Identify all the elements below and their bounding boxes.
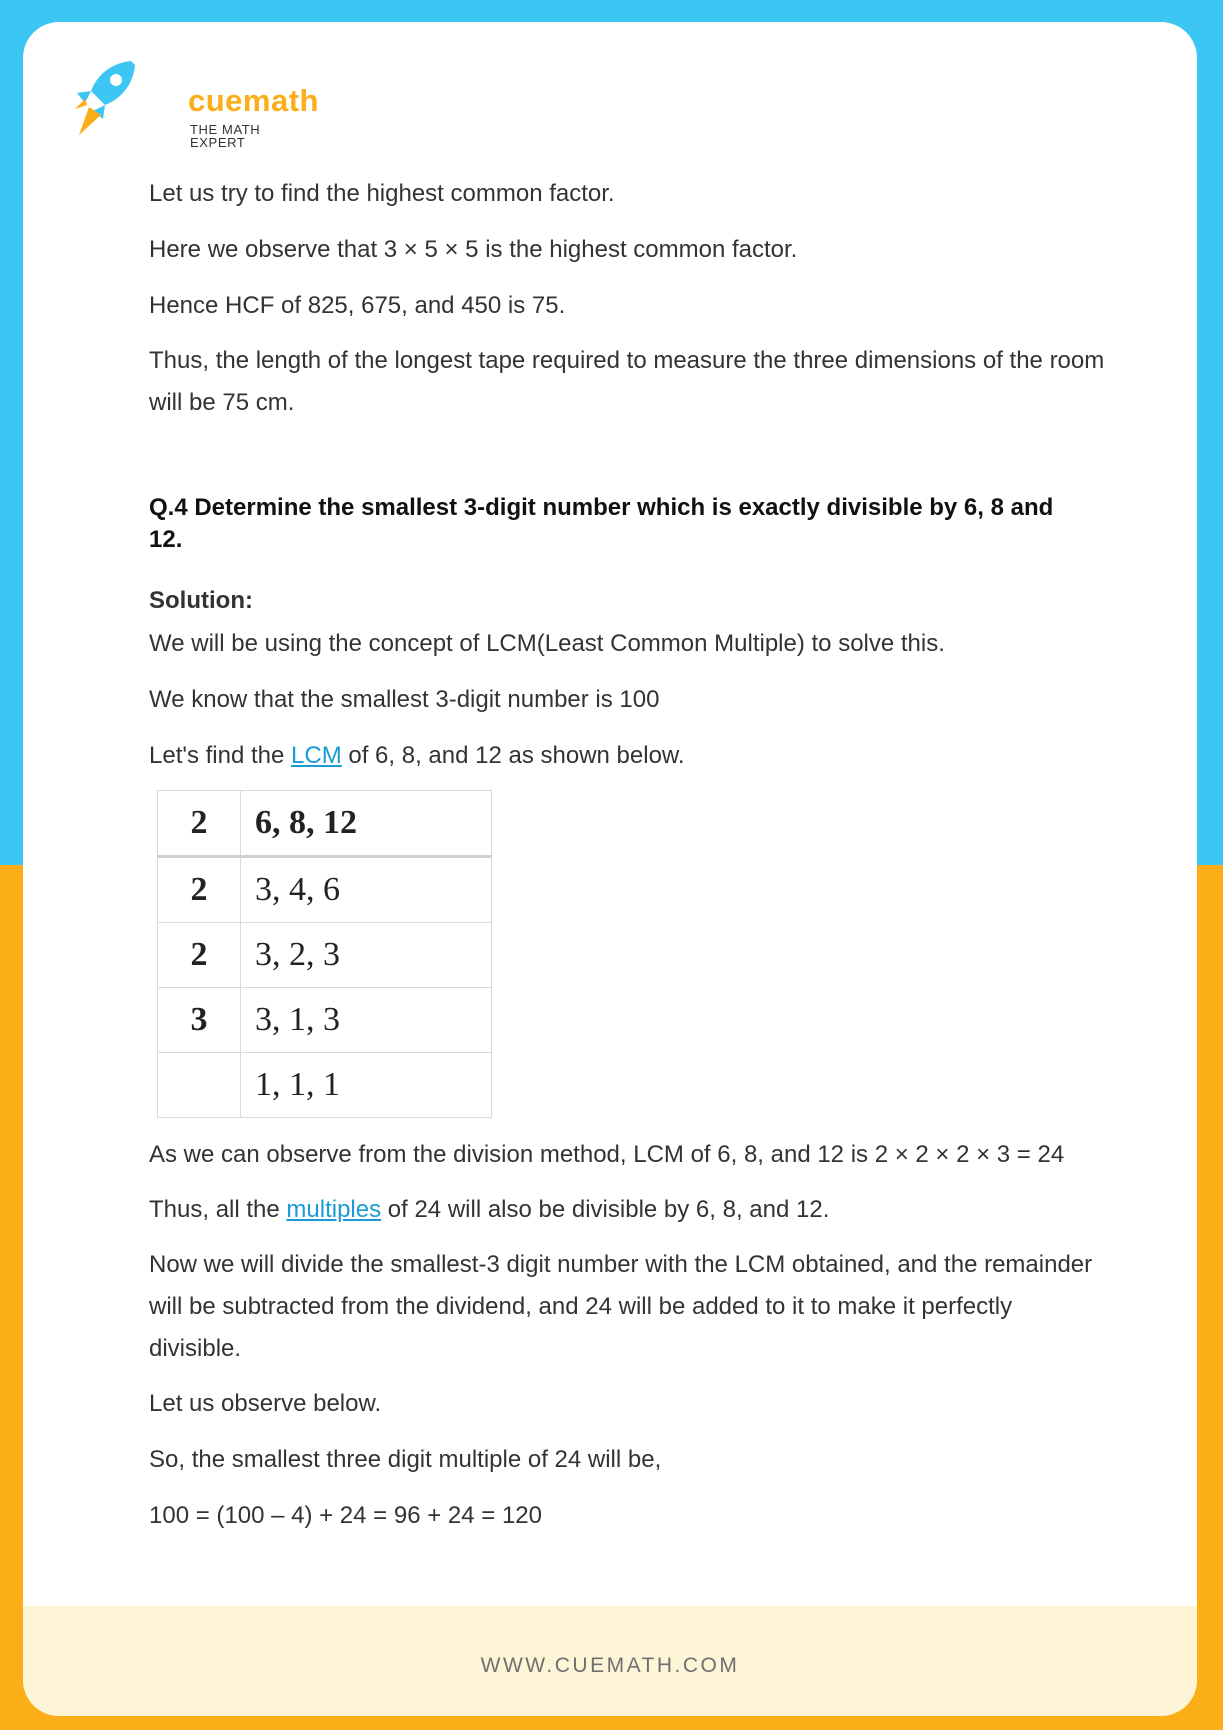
observe-line: As we can observe from the division method, LCM of 6, 8, and 12 is 2 × 2 × 2 × 3 = 24 [149,1141,1065,1168]
solution-heading: Solution: [149,587,253,614]
intro-line-3: Hence HCF of 825, 675, and 450 is 75. [149,292,566,319]
divisor-cell: 3 [158,988,241,1053]
numbers-cell: 6, 8, 12 [241,791,492,857]
brand-tagline: THE MATH EXPERT [190,122,261,150]
multiples-line-before: Thus, all the [149,1196,287,1223]
solution-line-2: We know that the smallest 3-digit number is 100 [149,686,660,713]
lcm-division-table [157,790,492,1118]
divisor-cell: 2 [158,923,241,988]
page-card [23,22,1197,1716]
numbers-cell: 3, 1, 3 [241,988,492,1053]
final-equation: 100 = (100 – 4) + 24 = 96 + 24 = 120 [149,1502,542,1529]
intro-line-1: Let us try to find the highest common factor. [149,180,615,207]
multiples-line-after: of 24 will also be divisible by 6, 8, and 12. [381,1196,830,1223]
divisor-cell: 2 [158,791,241,857]
brand-name: cuemath [188,83,319,118]
solution-line-1: We will be using the concept of LCM(Least Common Multiple) to solve this. [149,630,945,657]
lcm-line-after: of 6, 8, and 12 as shown below. [341,742,685,769]
multiples-line [149,1188,1109,1232]
intro-line-2: Here we observe that 3 × 5 × 5 is the highest common factor. [149,236,798,263]
numbers-cell: 3, 2, 3 [241,923,492,988]
document-content [149,172,1109,1550]
lcm-link[interactable]: LCM [291,742,342,769]
divisor-cell [158,1053,241,1118]
table-row [158,1053,492,1118]
table-row [158,791,492,857]
question-heading: Q.4 Determine the smallest 3-digit number which is exactly divisible by 6, 8 and 12. [149,494,1054,553]
brand-logo[interactable] [71,57,319,150]
lcm-line-before: Let's find the [149,742,292,769]
rocket-icon [71,57,141,147]
so-line: So, the smallest three digit multiple of 24 will be, [149,1446,662,1473]
lcm-intro-line [149,734,1109,778]
divide-paragraph: Now we will divide the smallest-3 digit number with the LCM obtained, and the remainder will be subtracted from the dividend, and 24 will be added to it to make it perfectly divisible. [149,1251,1093,1362]
table-row [158,988,492,1053]
numbers-cell: 1, 1, 1 [241,1053,492,1118]
multiples-link[interactable]: multiples [286,1196,382,1223]
numbers-cell: 3, 4, 6 [241,857,492,923]
footer-url[interactable]: WWW.CUEMATH.COM [480,1654,740,1677]
observe-below-line: Let us observe below. [149,1390,382,1417]
divisor-cell: 2 [158,857,241,923]
intro-conclusion: Thus, the length of the longest tape required to measure the three dimensions of the room will be 75 cm. [149,347,1105,416]
table-row [158,923,492,988]
table-row [158,857,492,923]
footer-band [23,1606,1197,1716]
